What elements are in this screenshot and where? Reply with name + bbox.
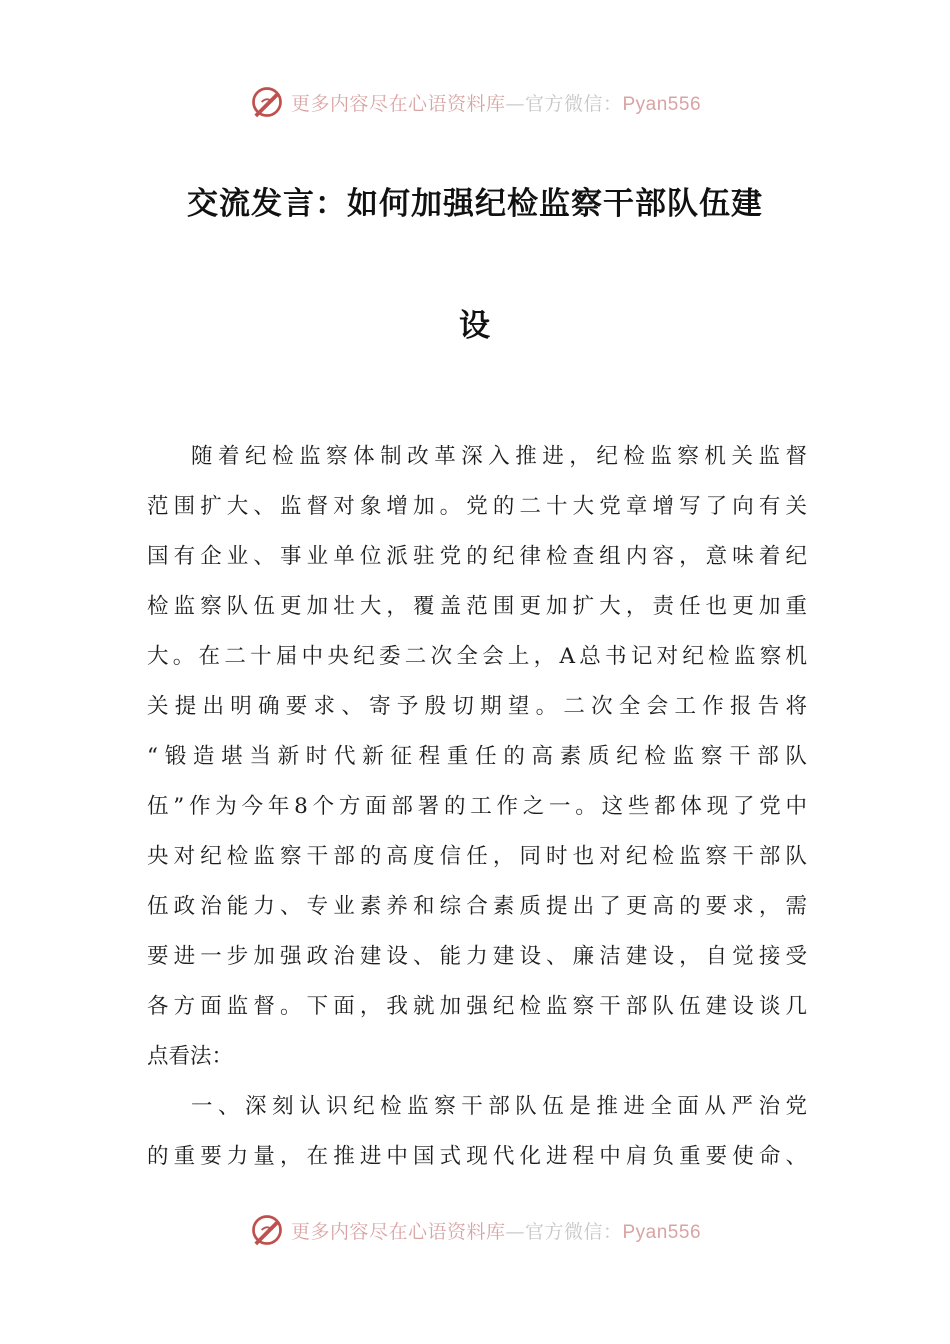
paragraph-line: 点看法： (147, 1044, 234, 1069)
banner-text: 更多内容尽在心语资料库 (290, 1220, 506, 1243)
banner-slogan (291, 89, 701, 116)
paragraph-line: 范围扩大、监督对象增加。党的二十大党章增写了向有关 (147, 494, 807, 519)
pen-circle-logo-icon (249, 1212, 285, 1248)
paragraph-line: 检监察队伍更加壮大，覆盖范围更加扩大，责任也更加重 (147, 594, 807, 619)
section-heading-line: 一、深刻认识纪检监察干部队伍是推进全面从严治党 (191, 1094, 807, 1119)
banner-dash: — (505, 92, 525, 115)
paragraph-line: 大。在二十届中央纪委二次全会上，A总书记对纪检监察机 (147, 644, 807, 669)
paragraph-line: 随着纪检监察体制改革深入推进，纪检监察机关监督 (191, 444, 807, 469)
paragraph-line: 伍”作为今年8个方面部署的工作之一。这些都体现了党中 (147, 794, 807, 819)
paragraph-line: 国有企业、事业单位派驻党的纪律检查组内容，意味着纪 (147, 544, 807, 569)
paragraph-line: 各方面监督。下面，我就加强纪检监察干部队伍建设谈几 (147, 994, 807, 1019)
paragraph-line: “锻造堪当新时代新征程重任的高素质纪检监察干部队 (147, 744, 807, 769)
paragraph-line: 央对纪检监察干部的高度信任，同时也对纪检监察干部队 (147, 844, 807, 869)
document-body (147, 432, 807, 1182)
footer-banner (0, 1208, 950, 1252)
section-heading-line: 的重要力量，在推进中国式现代化进程中肩负重要使命、 (147, 1144, 807, 1169)
paragraph-line: 伍政治能力、专业素养和综合素质提出了更高的要求，需 (147, 894, 807, 919)
banner-text: 更多内容尽在心语资料库 (290, 92, 506, 115)
banner-wechat-label: 官方微信： (524, 1220, 623, 1243)
banner-dash: — (505, 1220, 525, 1243)
pen-circle-logo-icon (249, 84, 285, 120)
paragraph-line: 要进一步加强政治建设、能力建设、廉洁建设，自觉接受 (147, 944, 807, 969)
document-title-line-1: 交流发言：如何加强纪检监察干部队伍建 (187, 186, 763, 222)
banner-slogan (291, 1217, 701, 1244)
banner-wechat-id: Pyan556 (622, 93, 702, 115)
document-title-line-2: 设 (459, 308, 491, 344)
banner-wechat-label: 官方微信： (524, 92, 623, 115)
header-banner (0, 80, 950, 124)
banner-wechat-id: Pyan556 (622, 1221, 702, 1243)
paragraph-line: 关提出明确要求、寄予殷切期望。二次全会工作报告将 (147, 694, 807, 719)
